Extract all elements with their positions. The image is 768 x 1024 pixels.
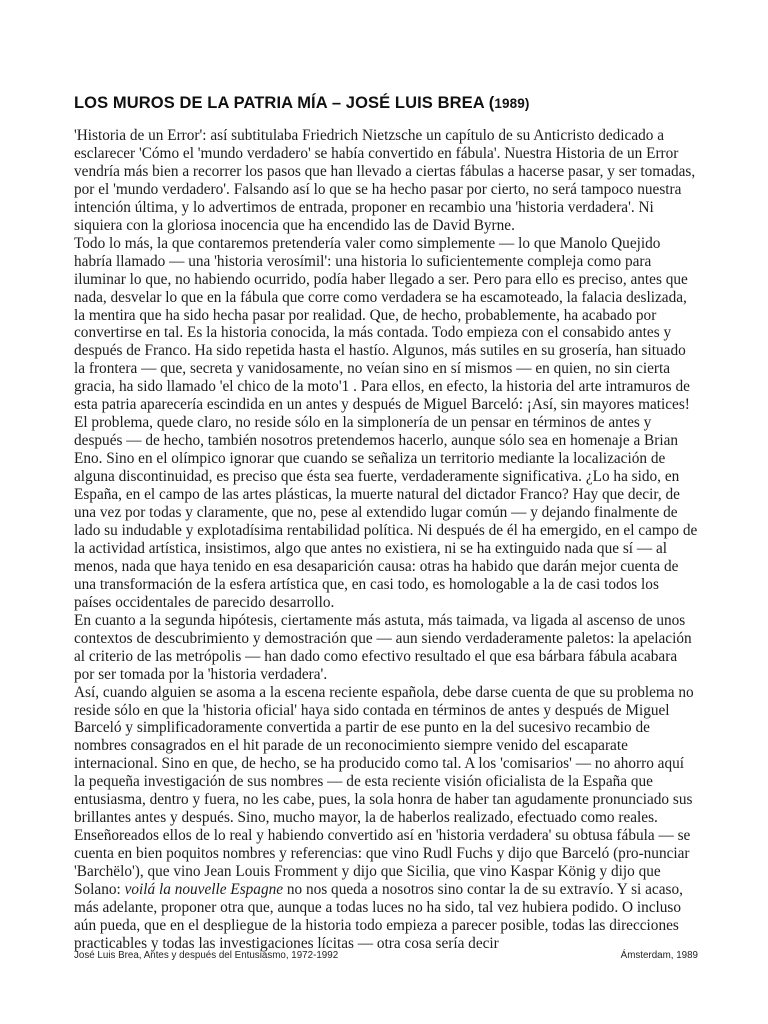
footer-source: José Luis Brea, Antes y después del Entusiasmo, 1972-1992	[74, 950, 339, 961]
title-year: 1989)	[494, 96, 530, 111]
paragraph-5	[74, 684, 698, 953]
paragraph-5-italic-phrase: voilá la nouvelle Espagne	[124, 881, 284, 899]
paragraph-1: 'Historia de un Error': así subtitulaba Friedrich Nietzsche un capítulo de su Anticristo dedicado a esclarecer 'Cómo el 'mundo verdadero' se había convertido en fábula'. Nuestra Historia de un Error vendría más bien a recorrer los pasos que han llevado a ciertas fábulas a hacerse pasar, y ser tomadas, por el 'mundo verdadero'. Falsando así lo que se ha hecho pasar por cierto, no será tampoco nuestra intención última, y lo advertimos de entrada, proponer en recambio una 'historia verdadera'. Ni siquiera con la gloriosa inocencia que ha encendido las de David Byrne.	[74, 127, 696, 234]
paragraph-3: El problema, quede claro, no reside sólo en la simplonería de un pensar en términos de antes y después — de hecho, también nosotros pretendemos hacerlo, aunque sólo sea en homenaje a Brian Eno. Sino en el olímpico ignorar que cuando se señaliza un territorio mediante la localización de alguna discontinuidad, es preciso que ésta sea fuerte, verdaderamente significativa. ¿Lo ha sido, en España, en el campo de las artes plásticas, la muerte natural del dictador Franco? Hay que decir, de una vez por todas y claramente, que no, pese al extendido lugar común — y dejando finalmente de lado su indudable y explotadísima rentabilidad política. Ni después de él ha emergido, en el campo de la actividad artística, insistimos, algo que antes no existiera, ni se ha extinguido nada que sí — al menos, nada que haya tenido en esa desaparición causa: otras ha habido que darán mejor cuenta de una transformación de la esfera artística que, en casi todo, es homologable a la de casi todos los países occidentales de parecido desarrollo.	[74, 414, 698, 611]
paragraph-5-text-a: Así, cuando alguien se asoma a la escena reciente española, debe darse cuenta de que su problema no reside sólo en que la 'historia oficial' haya sido contada en términos de antes y después de Miguel Barceló y simplificadoramente convertida a partir de ese punto en la del sucesivo recambio de nombres consagrados en el hit parade de un reconocimiento siempre venido del escaparate internacional. Sino en que, de hecho, se ha producido como tal. A los 'comisarios' — no ahorro aquí la pequeña investigación de sus nombres — de esta reciente visión oficialista de la España que entusiasma, dentro y fuera, no les cabe, pues, la sola honra de haber tan agudamente pronunciado sus brillantes antes y después. Sino, mucho mayor, la de haberlos realizado, efectuado como reales. Enseñoreados ellos de lo real y habiendo convertido así en 'historia verdadera' su obtusa fábula — se cuenta en bien poquitos nombres y referencias: que vino Rudl Fuchs y dijo que Barceló (pro-nunciar 'Barchëlo'), que vino Jean Louis Fromment y dijo que Sicilia, que vino Kaspar König y dijo que Solano:	[74, 683, 694, 899]
title-text: LOS MUROS DE LA PATRIA MÍA – JOSÉ LUIS BREA (	[74, 94, 495, 112]
paragraph-5-text-b: no nos queda a nosotros sino contar la de su extravío. Y si acaso, más adelante, proponer otra que, aunque a todas luces no ha sido, tal vez hubiera podido. O incluso aún pueda, que en el despliegue de la historia todo empieza a parecer posible, todas las direcciones practicables y todas las investigaciones lícitas — otra cosa sería decir	[74, 881, 683, 952]
footer-place-date: Ámsterdam, 1989	[620, 950, 698, 961]
paragraph-4: En cuanto a la segunda hipótesis, ciertamente más astuta, más taimada, va ligada al ascenso de unos contextos de descubrimiento y demostración que — aun siendo verdaderamente paletos: la apelación al criterio de las metrópolis — han dado como efectivo resultado el que esa bárbara fábula acabara por ser tomada por la 'historia verdadera'.	[74, 611, 692, 683]
page-title	[74, 94, 714, 113]
paragraph-2: Todo lo más, la que contaremos pretendería valer como simplemente — lo que Manolo Quejido habría llamado — una 'historia verosímil': una historia lo suficientemente compleja como para iluminar lo que, no habiendo ocurrido, podía haber llegado a ser. Pero para ello es preciso, antes que nada, desvelar lo que en la fábula que corre como verdadera se ha escamoteado, la falacia deslizada, la mentira que ha sido hecha pasar por realidad. Que, de hecho, probablemente, ha acabado por convertirse en tal. Es la historia conocida, la más contada. Todo empieza con el consabido antes y después de Franco. Ha sido repetida hasta el hastío. Algunos, más sutiles en su grosería, han situado la frontera — que, secreta y vanidosamente, no veían sino en sí mismos — en quien, no sin cierta gracia, ha sido llamado 'el chico de la moto'1 . Para ellos, en efecto, la historia del arte intramuros de esta patria aparecería escindida en un antes y después de Miguel Barceló: ¡Así, sin mayores matices!	[74, 234, 690, 414]
article-body	[74, 127, 698, 953]
